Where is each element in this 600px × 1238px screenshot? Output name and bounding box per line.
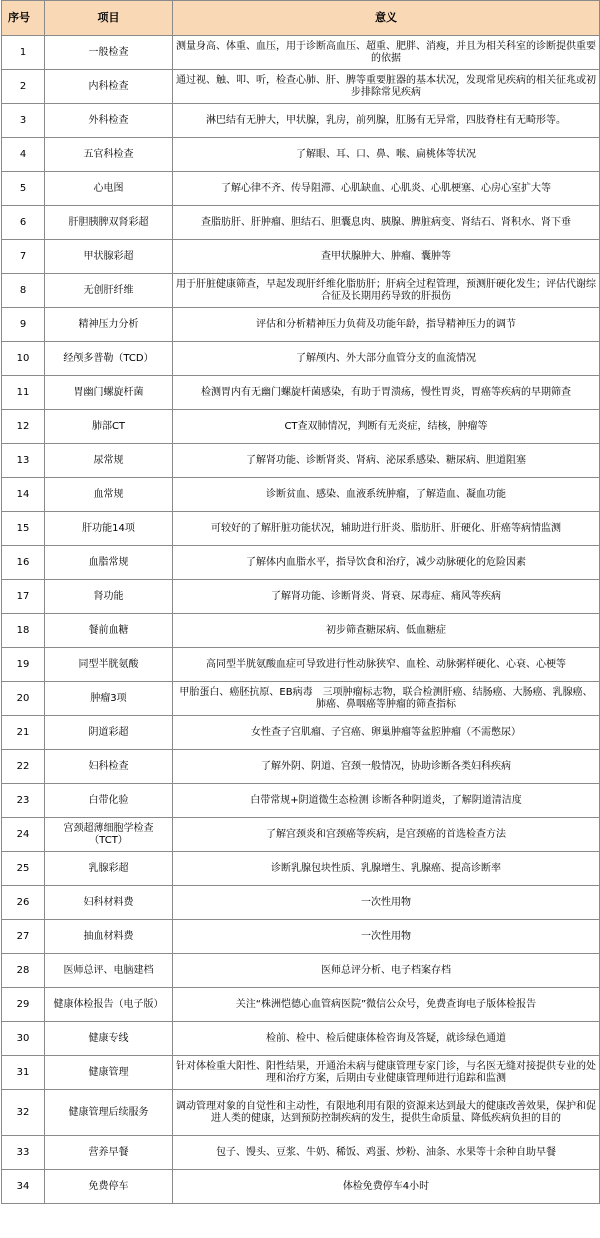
row-item: 肝功能14项 <box>45 512 173 546</box>
table-row <box>2 648 600 682</box>
table-row <box>2 308 600 342</box>
row-meaning: 了解肾功能、诊断肾炎、肾衰、尿毒症、痛风等疾病 <box>173 580 600 614</box>
row-number: 6 <box>2 206 45 240</box>
row-meaning: 初步筛查糖尿病、低血糖症 <box>173 614 600 648</box>
row-number: 29 <box>2 988 45 1022</box>
row-meaning: 评估和分析精神压力负荷及功能年龄，指导精神压力的调节 <box>173 308 600 342</box>
table-row <box>2 342 600 376</box>
table-row <box>2 36 600 70</box>
row-meaning: 一次性用物 <box>173 886 600 920</box>
table-row <box>2 716 600 750</box>
row-item: 妇科材料费 <box>45 886 173 920</box>
table-row <box>2 1170 600 1204</box>
table-row <box>2 614 600 648</box>
table-row <box>2 988 600 1022</box>
row-number: 19 <box>2 648 45 682</box>
row-item: 健康专线 <box>45 1022 173 1056</box>
row-number: 20 <box>2 682 45 716</box>
row-item: 无创肝纤维 <box>45 274 173 308</box>
table-body <box>2 36 600 1204</box>
table-row <box>2 784 600 818</box>
header-no: 序号 <box>2 1 45 36</box>
row-item: 胃幽门螺旋杆菌 <box>45 376 173 410</box>
row-number: 10 <box>2 342 45 376</box>
row-item: 血常规 <box>45 478 173 512</box>
row-meaning: 医师总评分析、电子档案存档 <box>173 954 600 988</box>
row-number: 16 <box>2 546 45 580</box>
row-meaning: 查脂肪肝、肝肿瘤、胆结石、胆囊息肉、胰腺、脾脏病变、肾结石、肾积水、肾下垂 <box>173 206 600 240</box>
row-number: 26 <box>2 886 45 920</box>
row-item: 免费停车 <box>45 1170 173 1204</box>
row-item: 抽血材料费 <box>45 920 173 954</box>
exam-items-table <box>1 0 600 1204</box>
table-row <box>2 546 600 580</box>
row-number: 1 <box>2 36 45 70</box>
table-row <box>2 1090 600 1136</box>
row-meaning: 调动管理对象的自觉性和主动性，有限地利用有限的资源来达到最大的健康改善效果，保护和促进人类的健康，达到预防控制疾病的发生，提供生命质量、降低疾病负担的目的 <box>173 1090 600 1136</box>
table-header-row <box>2 1 600 36</box>
row-item: 经颅多普勒（TCD） <box>45 342 173 376</box>
row-meaning: 白带常规+阴道微生态检测 诊断各种阴道炎，了解阴道清洁度 <box>173 784 600 818</box>
row-number: 17 <box>2 580 45 614</box>
row-meaning: CT查双肺情况，判断有无炎症，结核，肿瘤等 <box>173 410 600 444</box>
table-row <box>2 104 600 138</box>
row-meaning: 检测胃内有无幽门螺旋杆菌感染，有助于胃溃疡，慢性胃炎，胃癌等疾病的早期筛查 <box>173 376 600 410</box>
row-meaning: 关注“株洲恺德心血管病医院”微信公众号，免费查询电子版体检报告 <box>173 988 600 1022</box>
row-number: 34 <box>2 1170 45 1204</box>
row-meaning: 了解心律不齐、传导阻滞、心肌缺血、心肌炎、心肌梗塞、心房心室扩大等 <box>173 172 600 206</box>
table-row <box>2 172 600 206</box>
header-meaning: 意义 <box>173 1 600 36</box>
row-number: 9 <box>2 308 45 342</box>
row-meaning: 女性查子宫肌瘤、子宫癌、卵巢肿瘤等盆腔肿瘤（不需憋尿） <box>173 716 600 750</box>
row-item: 医师总评、电脑建档 <box>45 954 173 988</box>
row-number: 25 <box>2 852 45 886</box>
row-number: 18 <box>2 614 45 648</box>
row-item: 尿常规 <box>45 444 173 478</box>
row-meaning: 甲胎蛋白、癌胚抗原、EB病毒 三项肿瘤标志物，联合检测肝癌、结肠癌、大肠癌、乳腺癌、肺癌、鼻咽癌等肿瘤的筛查指标 <box>173 682 600 716</box>
table-row <box>2 478 600 512</box>
row-number: 23 <box>2 784 45 818</box>
row-item: 健康管理 <box>45 1056 173 1090</box>
row-meaning: 包子、馒头、豆浆、牛奶、稀饭、鸡蛋、炒粉、油条、水果等十余种自助早餐 <box>173 1136 600 1170</box>
row-number: 33 <box>2 1136 45 1170</box>
row-item: 肺部CT <box>45 410 173 444</box>
row-meaning: 诊断贫血、感染、血液系统肿瘤，了解造血、凝血功能 <box>173 478 600 512</box>
table-row <box>2 240 600 274</box>
table-row <box>2 70 600 104</box>
row-meaning: 可较好的了解肝脏功能状况，辅助进行肝炎、脂肪肝、肝硬化、肝癌等病情监测 <box>173 512 600 546</box>
row-meaning: 了解肾功能、诊断肾炎、肾病、泌尿系感染、糖尿病、胆道阻塞 <box>173 444 600 478</box>
row-number: 24 <box>2 818 45 852</box>
table-row <box>2 886 600 920</box>
table-row <box>2 274 600 308</box>
row-meaning: 检前、检中、检后健康体检咨询及答疑，就诊绿色通道 <box>173 1022 600 1056</box>
table-row <box>2 376 600 410</box>
table-row <box>2 410 600 444</box>
table-row <box>2 920 600 954</box>
table-row <box>2 1022 600 1056</box>
row-number: 3 <box>2 104 45 138</box>
table-row <box>2 512 600 546</box>
row-item: 甲状腺彩超 <box>45 240 173 274</box>
row-meaning: 体检免费停车4小时 <box>173 1170 600 1204</box>
row-meaning: 高同型半胱氨酸血症可导致进行性动脉狭窄、血栓、动脉粥样硬化、心衰、心梗等 <box>173 648 600 682</box>
row-number: 27 <box>2 920 45 954</box>
row-meaning: 针对体检重大阳性、阳性结果，开通治未病与健康管理专家门诊，与名医无缝对接提供专业的处理和治疗方案，后期由专业健康管理师进行追踪和监测 <box>173 1056 600 1090</box>
row-number: 22 <box>2 750 45 784</box>
row-number: 15 <box>2 512 45 546</box>
row-item: 营养早餐 <box>45 1136 173 1170</box>
row-number: 13 <box>2 444 45 478</box>
row-number: 11 <box>2 376 45 410</box>
row-number: 28 <box>2 954 45 988</box>
row-item: 血脂常规 <box>45 546 173 580</box>
table-row <box>2 818 600 852</box>
table-row <box>2 580 600 614</box>
table-row <box>2 852 600 886</box>
row-item: 肾功能 <box>45 580 173 614</box>
row-item: 妇科检查 <box>45 750 173 784</box>
row-number: 8 <box>2 274 45 308</box>
row-meaning: 了解体内血脂水平，指导饮食和治疗，减少动脉硬化的危险因素 <box>173 546 600 580</box>
table-row <box>2 444 600 478</box>
row-meaning: 了解宫颈炎和宫颈癌等疾病，是宫颈癌的首选检查方法 <box>173 818 600 852</box>
row-number: 21 <box>2 716 45 750</box>
row-meaning: 用于肝脏健康筛查，早起发现肝纤维化脂肪肝；肝病全过程管理，预测肝硬化发生；评估代谢综合征及长期用药导致的肝损伤 <box>173 274 600 308</box>
row-number: 2 <box>2 70 45 104</box>
row-item: 同型半胱氨酸 <box>45 648 173 682</box>
row-number: 5 <box>2 172 45 206</box>
row-number: 30 <box>2 1022 45 1056</box>
row-meaning: 了解颅内、外大部分血管分支的血流情况 <box>173 342 600 376</box>
row-item: 宫颈超薄细胞学检查（TCT） <box>45 818 173 852</box>
row-number: 12 <box>2 410 45 444</box>
row-number: 7 <box>2 240 45 274</box>
header-item: 项目 <box>45 1 173 36</box>
row-item: 肝胆胰脾双肾彩超 <box>45 206 173 240</box>
row-meaning: 了解外阴、阴道、宫颈一般情况，协助诊断各类妇科疾病 <box>173 750 600 784</box>
row-item: 外科检查 <box>45 104 173 138</box>
row-item: 内科检查 <box>45 70 173 104</box>
row-number: 4 <box>2 138 45 172</box>
table-row <box>2 1136 600 1170</box>
row-item: 肿瘤3项 <box>45 682 173 716</box>
row-item: 阴道彩超 <box>45 716 173 750</box>
row-meaning: 一次性用物 <box>173 920 600 954</box>
table-row <box>2 1056 600 1090</box>
table-row <box>2 206 600 240</box>
row-meaning: 淋巴结有无肿大，甲状腺，乳房，前列腺，肛肠有无异常，四肢脊柱有无畸形等。 <box>173 104 600 138</box>
table-row <box>2 750 600 784</box>
row-item: 精神压力分析 <box>45 308 173 342</box>
row-item: 健康管理后续服务 <box>45 1090 173 1136</box>
row-meaning: 测量身高、体重、血压，用于诊断高血压、超重、肥胖、消瘦，并且为相关科室的诊断提供重要的依据 <box>173 36 600 70</box>
row-number: 32 <box>2 1090 45 1136</box>
row-item: 一般检查 <box>45 36 173 70</box>
row-number: 14 <box>2 478 45 512</box>
row-item: 心电图 <box>45 172 173 206</box>
row-number: 31 <box>2 1056 45 1090</box>
row-item: 餐前血糖 <box>45 614 173 648</box>
row-meaning: 诊断乳腺包块性质、乳腺增生、乳腺癌、提高诊断率 <box>173 852 600 886</box>
row-meaning: 通过视、触、叩、听，检查心肺、肝、脾等重要脏器的基本状况，发现常见疾病的相关征兆或初步排除常见疾病 <box>173 70 600 104</box>
table-row <box>2 682 600 716</box>
row-item: 健康体检报告（电子版） <box>45 988 173 1022</box>
row-item: 五官科检查 <box>45 138 173 172</box>
row-item: 乳腺彩超 <box>45 852 173 886</box>
row-item: 白带化验 <box>45 784 173 818</box>
table-row <box>2 954 600 988</box>
row-meaning: 查甲状腺肿大、肿瘤、囊肿等 <box>173 240 600 274</box>
row-meaning: 了解眼、耳、口、鼻、喉、扁桃体等状况 <box>173 138 600 172</box>
table-row <box>2 138 600 172</box>
